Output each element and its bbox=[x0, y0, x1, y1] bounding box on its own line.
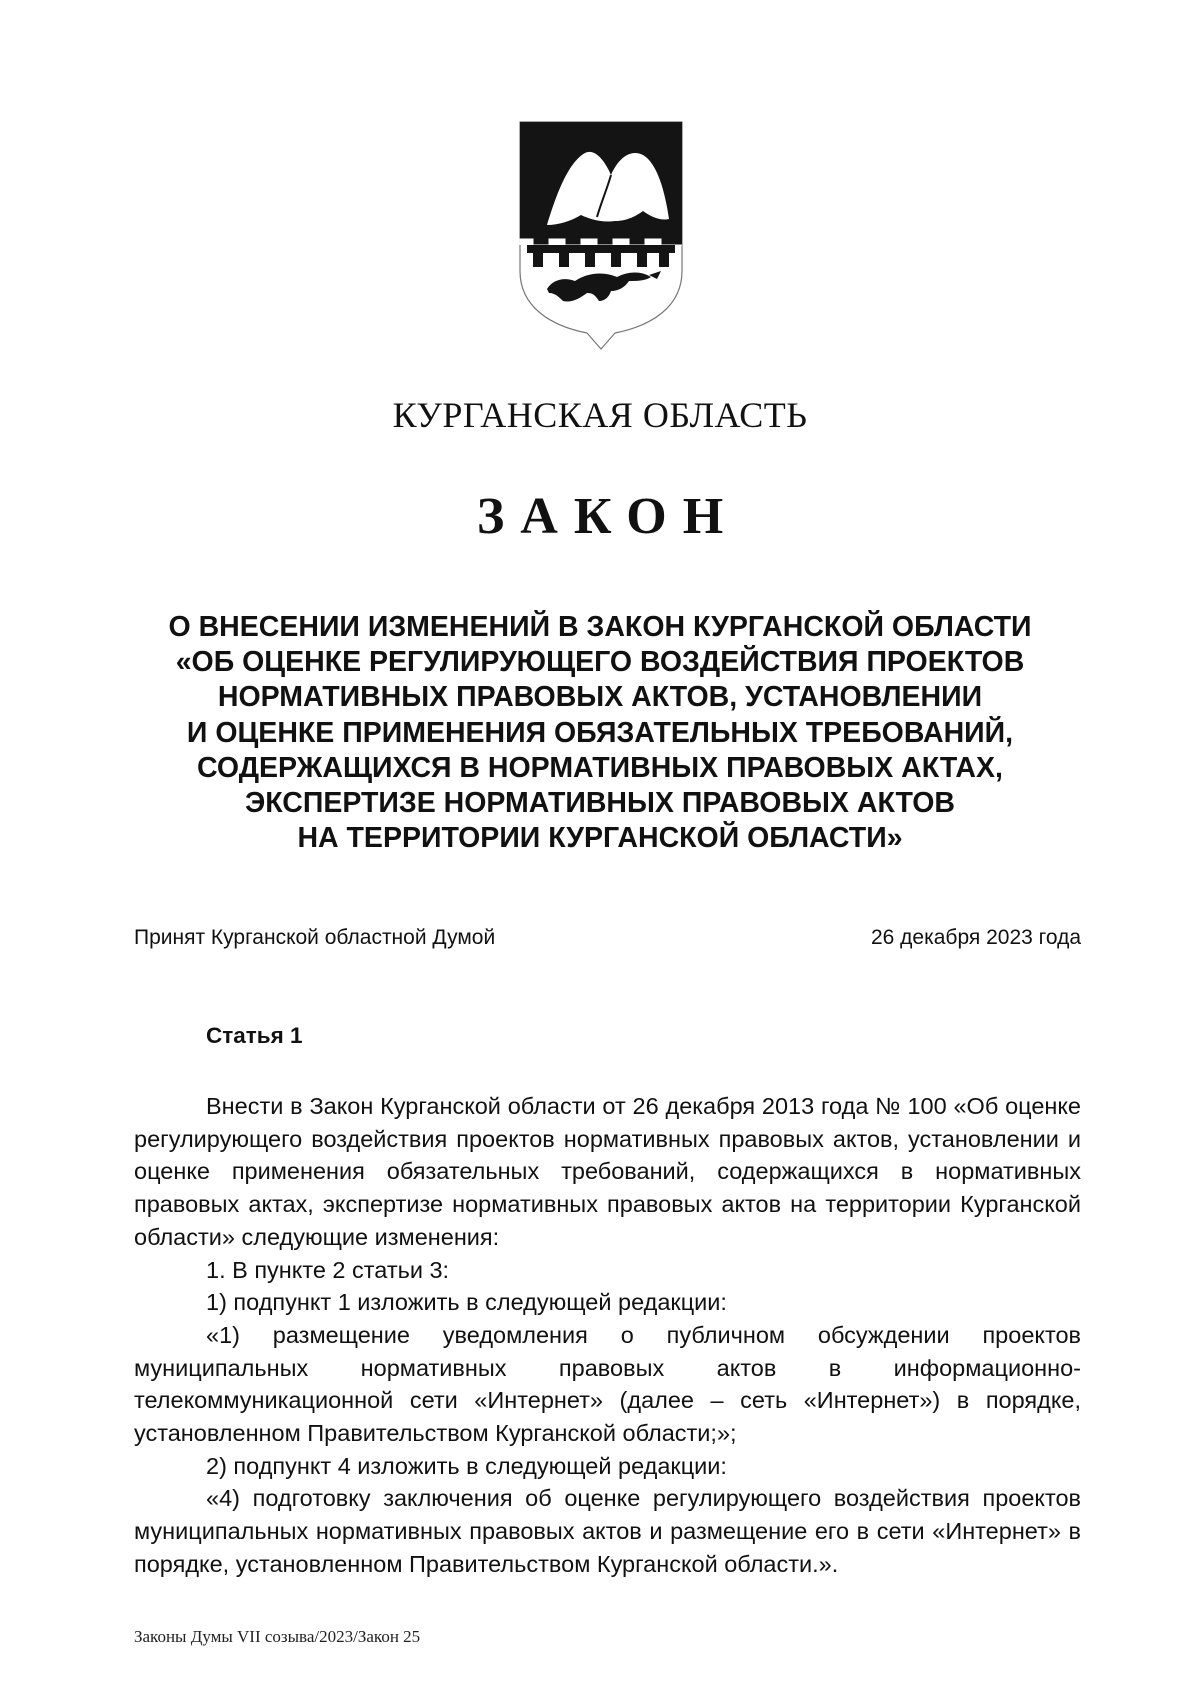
article-paragraph: 1) подпункт 1 изложить в следующей редакции: bbox=[206, 1289, 727, 1316]
adoption-line bbox=[134, 926, 1081, 950]
article-paragraph: 1. В пункте 2 статьи 3: bbox=[206, 1256, 450, 1283]
article-heading: Статья 1 bbox=[206, 1023, 303, 1048]
law-title-line: СОДЕРЖАЩИХСЯ В НОРМАТИВНЫХ ПРАВОВЫХ АКТАХ, bbox=[197, 751, 1003, 784]
region-title: КУРГАНСКАЯ ОБЛАСТЬ bbox=[392, 395, 808, 435]
law-title bbox=[100, 610, 1100, 856]
law-title-line: «ОБ ОЦЕНКЕ РЕГУЛИРУЮЩЕГО ВОЗДЕЙСТВИЯ ПРОЕКТОВ bbox=[175, 646, 1025, 679]
law-title-line: И ОЦЕНКЕ ПРИМЕНЕНИЯ ОБЯЗАТЕЛЬНЫХ ТРЕБОВАНИЙ, bbox=[186, 716, 1014, 749]
adoption-date: 26 декабря 2023 года bbox=[870, 926, 1081, 949]
law-title-line: О ВНЕСЕНИИ ИЗМЕНЕНИЙ В ЗАКОН КУРГАНСКОЙ ОБЛАСТИ bbox=[168, 611, 1032, 643]
coat-of-arms-emblem bbox=[519, 121, 683, 361]
adopted-by-text: Принят Курганской областной Думой bbox=[134, 926, 496, 949]
article-paragraph: 2) подпункт 4 изложить в следующей редакции: bbox=[206, 1452, 727, 1479]
article-paragraph: Внести в Закон Курганской области от 26 декабря 2013 года № 100 «Об оценке регулирующего воздействия проектов нормативных правовых актов, установлении и оценке применения обязательных требований, содержащихся в нормативных правовых актах, экспертизе нормативных правовых актов на территории Курганской области» следующие изменения: bbox=[134, 1093, 1081, 1250]
law-title-line: ЭКСПЕРТИЗЕ НОРМАТИВНЫХ ПРАВОВЫХ АКТОВ bbox=[244, 787, 955, 820]
article-paragraph: «1) размещение уведомления о публичном обсуждении проектов муниципальных нормативных правовых актов в информационно-телекоммуникационной сети «Интернет» (далее – сеть «Интернет») в порядке, установленном Правительством Курганской области;»; bbox=[134, 1321, 1081, 1447]
law-title-line: НА ТЕРРИТОРИИ КУРГАНСКОЙ ОБЛАСТИ» bbox=[297, 822, 903, 855]
law-title-line: НОРМАТИВНЫХ ПРАВОВЫХ АКТОВ, УСТАНОВЛЕНИИ bbox=[217, 681, 983, 714]
article-body bbox=[134, 1090, 1081, 1581]
article-paragraph: «4) подготовку заключения об оценке регулирующего воздействия проектов муниципальных нормативных правовых актов и размещение его в сети «Интернет» в порядке, установленном Правительством Курганской области.». bbox=[134, 1485, 1081, 1577]
document-type-heading: ЗАКОН bbox=[476, 488, 740, 545]
page-footer: Законы Думы VII созыва/2023/Закон 25 bbox=[134, 1627, 421, 1646]
